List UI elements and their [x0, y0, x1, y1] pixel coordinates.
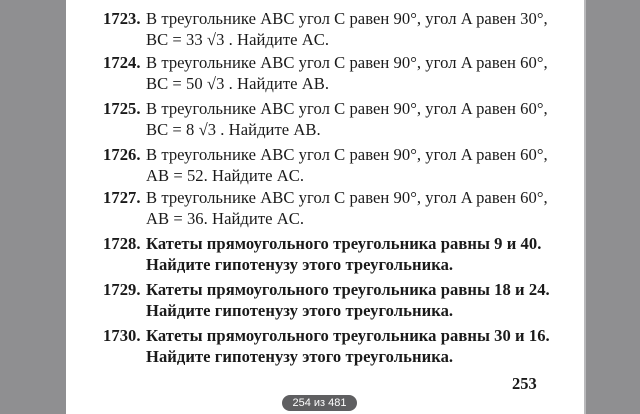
page-edge [584, 0, 586, 414]
problem-text-line2: BC = 8 √3 . Найдите AB. [146, 120, 321, 139]
problem-text-line1: В треугольнике ABC угол C равен 90°, угол A равен 30°, [146, 9, 548, 28]
problem-text-line1: В треугольнике ABC угол C равен 90°, угол A равен 60°, [146, 145, 548, 164]
problem-1724 [103, 52, 548, 94]
problem-text-line2: AB = 52. Найдите AC. [146, 166, 305, 185]
problem-text-line2: BC = 50 √3 . Найдите AB. [146, 74, 330, 93]
problem-1726 [103, 144, 548, 186]
problem-1727 [103, 187, 548, 229]
page-indicator[interactable]: 254 из 481 [282, 395, 357, 411]
problem-1729 [103, 279, 550, 321]
problem-text-line1: В треугольнике ABC угол C равен 90°, угол A равен 60°, [146, 53, 548, 72]
problem-text-line1: Катеты прямоугольного треугольника равны 9 и 40. [146, 234, 542, 253]
problem-text-line1: Катеты прямоугольного треугольника равны 18 и 24. [146, 280, 550, 299]
document-page [66, 0, 584, 414]
problem-1723 [103, 8, 548, 50]
problem-number: 1726. [103, 145, 141, 164]
problem-text-line2: Найдите гипотенузу этого треугольника. [146, 255, 454, 274]
problem-number: 1724. [103, 53, 141, 72]
problem-text-line1: В треугольнике ABC угол C равен 90°, угол A равен 60°, [146, 188, 548, 207]
problem-text-line1: Катеты прямоугольного треугольника равны 30 и 16. [146, 326, 550, 345]
problem-number: 1723. [103, 9, 141, 28]
problem-number: 1727. [103, 188, 141, 207]
problem-number: 1725. [103, 99, 141, 118]
problem-text-line2: AB = 36. Найдите AC. [146, 209, 305, 228]
problem-text-line2: Найдите гипотенузу этого треугольника. [146, 301, 454, 320]
problem-number: 1729. [103, 280, 141, 299]
problem-text-line2: Найдите гипотенузу этого треугольника. [146, 347, 454, 366]
problem-number: 1730. [103, 326, 141, 345]
page-number: 253 [512, 374, 537, 393]
problem-1728 [103, 233, 543, 275]
problem-number: 1728. [103, 234, 141, 253]
problem-1725 [103, 98, 548, 140]
problem-1730 [103, 325, 550, 367]
problem-text-line1: В треугольнике ABC угол C равен 90°, угол A равен 60°, [146, 99, 548, 118]
problem-text-line2: BC = 33 √3 . Найдите AC. [146, 30, 330, 49]
